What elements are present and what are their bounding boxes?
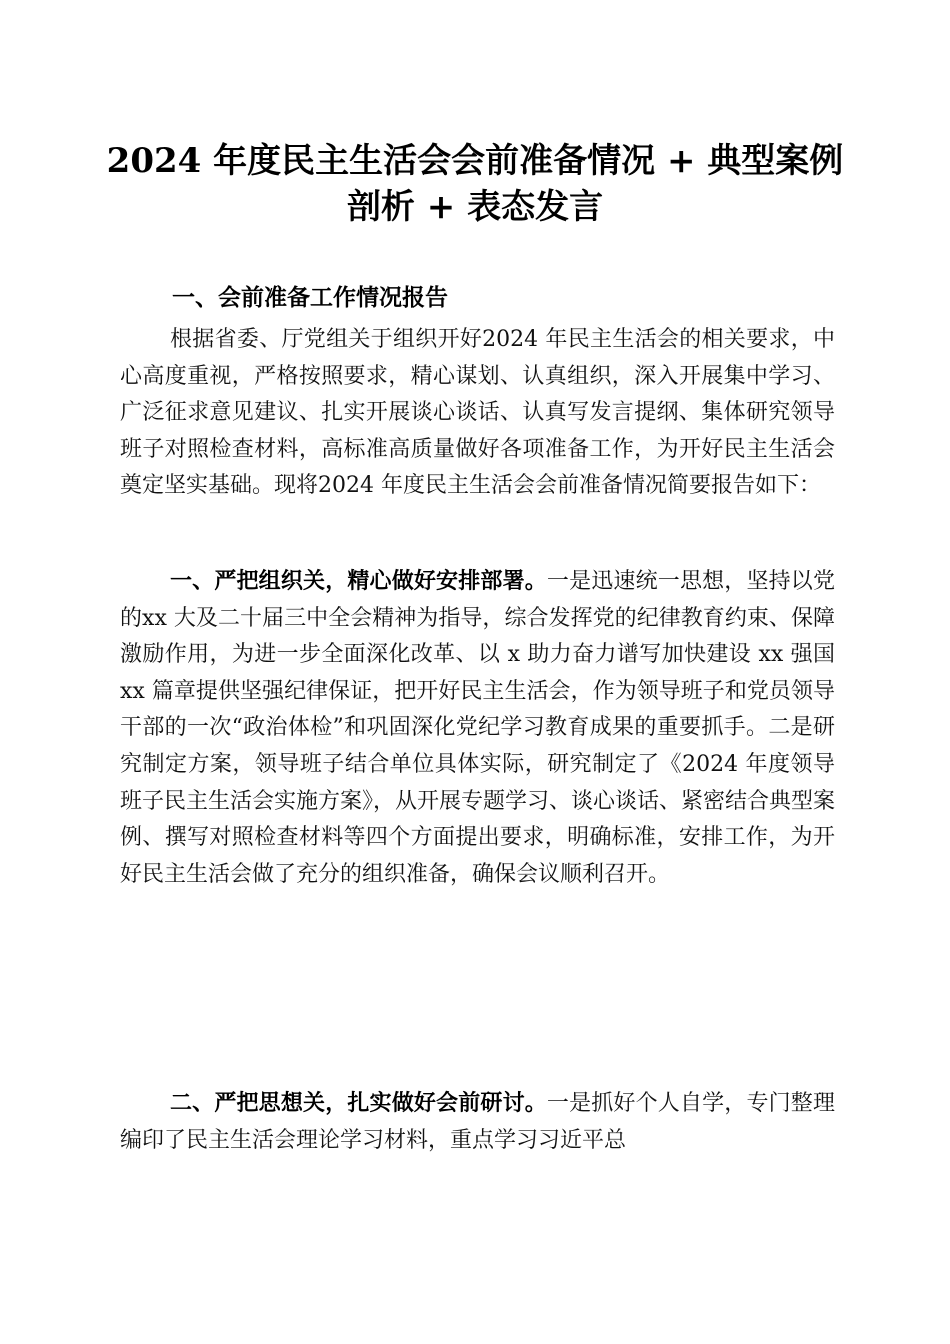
document-title: 2024 年度民主生活会会前准备情况 + 典型案例剖析 + 表态发言 — [106, 141, 844, 227]
paragraph-organization — [120, 564, 835, 893]
paragraph-thinking-text: 一是抓好个人自学，专门整理编印了民主生活会理论学习材料，重点学习习近平总 — [120, 1091, 835, 1153]
paragraph-intro — [120, 322, 835, 505]
paragraph-organization-lead: 一、严把组织关，精心做好安排部署。 — [170, 569, 547, 594]
paragraph-organization-text: 一是迅速统一思想，坚持以党的xx 大及二十届三中全会精神为指导，综合发挥党的纪律教育约束、保障激励作用，为进一步全面深化改革、以 x 助力奋力谱写加快建设 xx 强国 xx 篇章提供坚强纪律保证，把开好民主生活会，作为领导班子和党员领导干部的一次“政治体检”和巩固深化党纪学习教育成果的重要抓手。二是研究制定方案，领导班子结合单位具体实际，研究制定了《2024 年度领导班子民主生活会实施方案》，从开展专题学习、谈心谈话、紧密结合典型案例、撰写对照检查材料等四个方面提出要求，明确标准，安排工作，为开好民主生活会做了充分的组织准备，确保会议顺利召开。 — [120, 569, 836, 887]
section-heading: 一、会前准备工作情况报告 — [172, 285, 448, 311]
paragraph-intro-text: 根据省委、厅党组关于组织开好2024 年民主生活会的相关要求，中心高度重视，严格按照要求，精心谋划、认真组织，深入开展集中学习、广泛征求意见建议、扎实开展谈心谈话、认真写发言提纲、集体研究领导班子对照检查材料，高标准高质量做好各项准备工作，为开好民主生活会奠定坚实基础。现将2024 年度民主生活会会前准备情况简要报告如下： — [120, 327, 835, 499]
paragraph-thinking — [120, 1086, 835, 1159]
paragraph-thinking-lead: 二、严把思想关，扎实做好会前研讨。 — [170, 1091, 547, 1116]
